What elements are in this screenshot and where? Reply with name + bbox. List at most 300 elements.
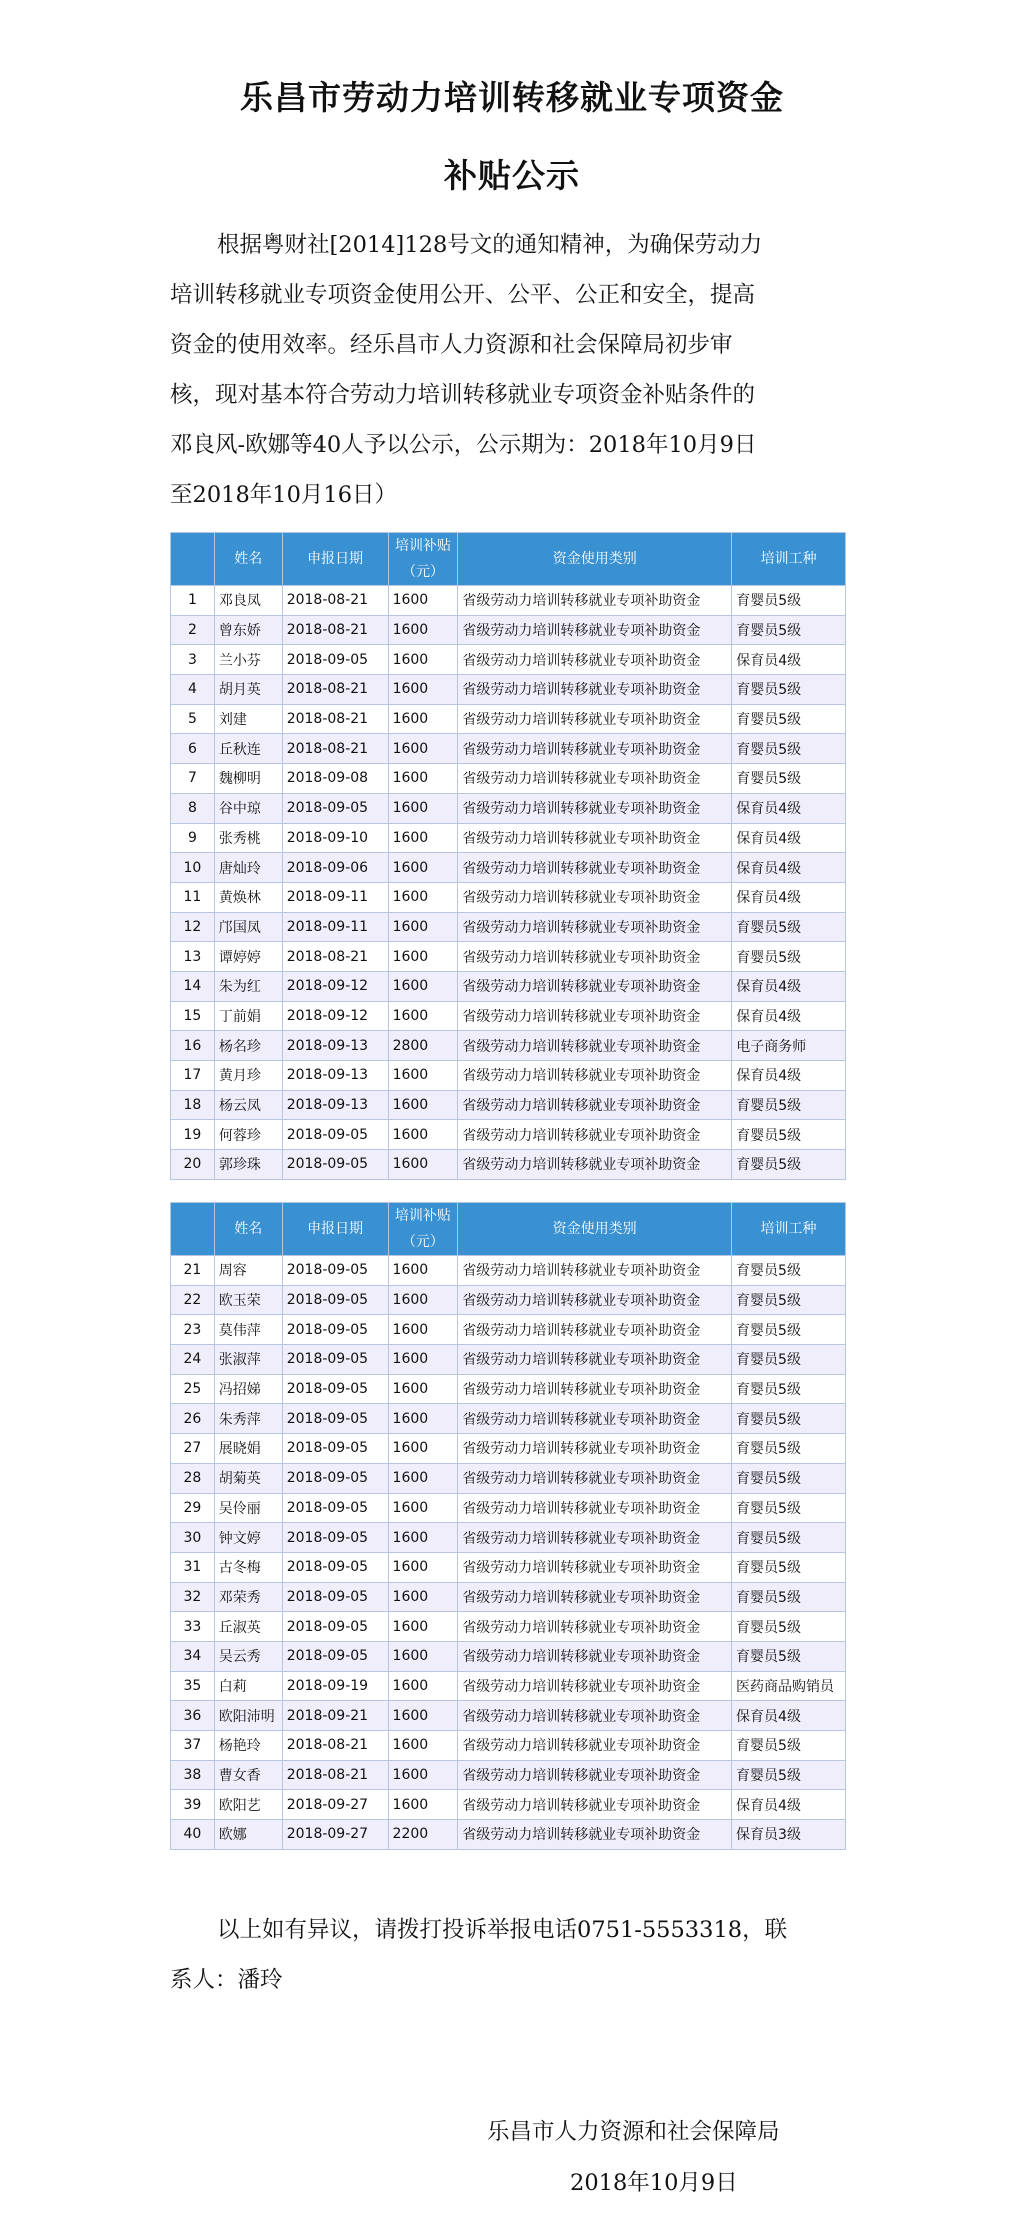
cell-job: 育婴员5级 [732, 1150, 846, 1180]
cell-date: 2018-09-05 [282, 793, 388, 823]
cell-no: 9 [171, 823, 215, 853]
cell-type: 省级劳动力培训转移就业专项补助资金 [458, 793, 732, 823]
table-row [171, 1790, 846, 1820]
cell-name: 张淑萍 [214, 1345, 282, 1375]
cell-job: 育婴员5级 [732, 1285, 846, 1315]
cell-job: 保育员4级 [732, 853, 846, 883]
cell-date: 2018-09-05 [282, 1434, 388, 1464]
table-row [171, 1001, 846, 1031]
cell-job: 保育员4级 [732, 971, 846, 1001]
cell-job: 育婴员5级 [732, 1315, 846, 1345]
table-row [171, 1404, 846, 1434]
table-row [171, 942, 846, 972]
cell-no: 24 [171, 1345, 215, 1375]
cell-name: 唐灿玲 [214, 853, 282, 883]
header-job: 培训工种 [732, 533, 846, 586]
cell-no: 17 [171, 1061, 215, 1091]
cell-no: 29 [171, 1493, 215, 1523]
cell-job: 保育员4级 [732, 1061, 846, 1091]
cell-amount: 1600 [388, 1731, 458, 1761]
cell-amount: 1600 [388, 942, 458, 972]
cell-name: 魏柳明 [214, 764, 282, 794]
cell-date: 2018-09-13 [282, 1090, 388, 1120]
intro-line: 培训转移就业专项资金使用公开、公平、公正和安全，提高 [170, 282, 756, 308]
cell-no: 11 [171, 882, 215, 912]
cell-date: 2018-09-13 [282, 1031, 388, 1061]
cell-no: 19 [171, 1120, 215, 1150]
cell-amount: 1600 [388, 882, 458, 912]
cell-date: 2018-09-05 [282, 1641, 388, 1671]
cell-date: 2018-09-05 [282, 1256, 388, 1286]
intro-line: 邓良风-欧娜等40人予以公示，公示期为：2018年10月9日 [170, 432, 757, 458]
header-name: 姓名 [214, 533, 282, 586]
cell-type: 省级劳动力培训转移就业专项补助资金 [458, 853, 732, 883]
cell-no: 22 [171, 1285, 215, 1315]
cell-no: 14 [171, 971, 215, 1001]
table-row [171, 793, 846, 823]
cell-no: 40 [171, 1820, 215, 1850]
cell-date: 2018-09-10 [282, 823, 388, 853]
cell-date: 2018-09-05 [282, 1582, 388, 1612]
header-amount [388, 533, 458, 586]
cell-job: 育婴员5级 [732, 1612, 846, 1642]
notice-title-line1: 乐昌市劳动力培训转移就业专项资金 [240, 78, 784, 117]
cell-type: 省级劳动力培训转移就业专项补助资金 [458, 1256, 732, 1286]
cell-date: 2018-08-21 [282, 675, 388, 705]
cell-amount: 1600 [388, 1256, 458, 1286]
cell-amount: 1600 [388, 615, 458, 645]
header-amount [388, 1203, 458, 1256]
cell-no: 18 [171, 1090, 215, 1120]
cell-job: 保育员3级 [732, 1820, 846, 1850]
table-row [171, 1582, 846, 1612]
cell-no: 7 [171, 764, 215, 794]
cell-type: 省级劳动力培训转移就业专项补助资金 [458, 823, 732, 853]
cell-amount: 1600 [388, 1760, 458, 1790]
cell-date: 2018-09-05 [282, 1404, 388, 1434]
cell-date: 2018-09-05 [282, 1150, 388, 1180]
cell-type: 省级劳动力培训转移就业专项补助资金 [458, 1820, 732, 1850]
cell-amount: 1600 [388, 1434, 458, 1464]
cell-date: 2018-09-13 [282, 1061, 388, 1091]
cell-name: 冯招娣 [214, 1374, 282, 1404]
cell-name: 钟文婷 [214, 1523, 282, 1553]
cell-type: 省级劳动力培训转移就业专项补助资金 [458, 1285, 732, 1315]
cell-date: 2018-09-27 [282, 1790, 388, 1820]
table-row [171, 1031, 846, 1061]
cell-type: 省级劳动力培训转移就业专项补助资金 [458, 734, 732, 764]
intro-line: 至2018年10月16日） [170, 482, 398, 508]
cell-job: 保育员4级 [732, 1001, 846, 1031]
cell-amount: 1600 [388, 1404, 458, 1434]
cell-date: 2018-09-11 [282, 882, 388, 912]
table-row [171, 1612, 846, 1642]
cell-date: 2018-08-21 [282, 704, 388, 734]
header-amount-line1: 培训补贴 [394, 538, 451, 554]
cell-job: 育婴员5级 [732, 942, 846, 972]
cell-job: 保育员4级 [732, 1790, 846, 1820]
table-row [171, 1285, 846, 1315]
header-amount-line2: （元） [401, 564, 444, 580]
subsidy-table-1 [170, 532, 846, 1180]
header-no [171, 533, 215, 586]
header-type: 资金使用类别 [458, 1203, 732, 1256]
cell-name: 杨云凤 [214, 1090, 282, 1120]
cell-amount: 1600 [388, 764, 458, 794]
header-amount-line1: 培训补贴 [394, 1208, 451, 1224]
cell-name: 吴云秀 [214, 1641, 282, 1671]
cell-type: 省级劳动力培训转移就业专项补助资金 [458, 1582, 732, 1612]
cell-name: 胡月英 [214, 675, 282, 705]
cell-type: 省级劳动力培训转移就业专项补助资金 [458, 1150, 732, 1180]
cell-date: 2018-08-21 [282, 615, 388, 645]
cell-name: 白莉 [214, 1671, 282, 1701]
cell-amount: 1600 [388, 971, 458, 1001]
cell-name: 展晓娟 [214, 1434, 282, 1464]
closing-line: 系人：潘玲 [170, 1967, 283, 1993]
table-row [171, 645, 846, 675]
cell-job: 育婴员5级 [732, 1256, 846, 1286]
cell-no: 2 [171, 615, 215, 645]
cell-no: 1 [171, 586, 215, 616]
cell-type: 省级劳动力培训转移就业专项补助资金 [458, 1001, 732, 1031]
cell-date: 2018-09-05 [282, 1493, 388, 1523]
table-row [171, 823, 846, 853]
cell-type: 省级劳动力培训转移就业专项补助资金 [458, 1641, 732, 1671]
table-row [171, 1256, 846, 1286]
cell-name: 欧玉荣 [214, 1285, 282, 1315]
cell-date: 2018-09-19 [282, 1671, 388, 1701]
cell-type: 省级劳动力培训转移就业专项补助资金 [458, 1090, 732, 1120]
cell-job: 育婴员5级 [732, 1434, 846, 1464]
cell-job: 育婴员5级 [732, 675, 846, 705]
table-row [171, 1820, 846, 1850]
cell-type: 省级劳动力培训转移就业专项补助资金 [458, 971, 732, 1001]
table-row [171, 1061, 846, 1091]
cell-name: 谷中琼 [214, 793, 282, 823]
cell-job: 育婴员5级 [732, 1374, 846, 1404]
cell-no: 5 [171, 704, 215, 734]
cell-type: 省级劳动力培训转移就业专项补助资金 [458, 1671, 732, 1701]
cell-no: 32 [171, 1582, 215, 1612]
cell-no: 13 [171, 942, 215, 972]
table-row [171, 882, 846, 912]
cell-date: 2018-09-12 [282, 971, 388, 1001]
table-row [171, 1731, 846, 1761]
cell-job: 保育员4级 [732, 645, 846, 675]
cell-name: 杨艳玲 [214, 1731, 282, 1761]
header-date: 申报日期 [282, 533, 388, 586]
cell-name: 莫伟萍 [214, 1315, 282, 1345]
cell-type: 省级劳动力培训转移就业专项补助资金 [458, 1493, 732, 1523]
cell-type: 省级劳动力培训转移就业专项补助资金 [458, 1061, 732, 1091]
cell-job: 医药商品购销员 [732, 1671, 846, 1701]
table-row [171, 675, 846, 705]
cell-job: 育婴员5级 [732, 1345, 846, 1375]
cell-date: 2018-08-21 [282, 1760, 388, 1790]
cell-amount: 1600 [388, 1090, 458, 1120]
table-row [171, 1760, 846, 1790]
cell-amount: 1600 [388, 1790, 458, 1820]
cell-date: 2018-09-05 [282, 1285, 388, 1315]
cell-amount: 1600 [388, 1315, 458, 1345]
cell-job: 育婴员5级 [732, 1463, 846, 1493]
cell-job: 电子商务师 [732, 1031, 846, 1061]
cell-type: 省级劳动力培训转移就业专项补助资金 [458, 1434, 732, 1464]
cell-amount: 1600 [388, 1582, 458, 1612]
cell-amount: 1600 [388, 1061, 458, 1091]
cell-name: 丘淑英 [214, 1612, 282, 1642]
cell-amount: 1600 [388, 1612, 458, 1642]
signature-date: 2018年10月9日 [570, 2170, 738, 2196]
cell-date: 2018-09-05 [282, 1315, 388, 1345]
cell-job: 育婴员5级 [732, 1760, 846, 1790]
table-row [171, 1493, 846, 1523]
cell-job: 育婴员5级 [732, 1731, 846, 1761]
cell-name: 朱秀萍 [214, 1404, 282, 1434]
cell-job: 育婴员5级 [732, 734, 846, 764]
cell-type: 省级劳动力培训转移就业专项补助资金 [458, 645, 732, 675]
table-row [171, 586, 846, 616]
cell-amount: 1600 [388, 793, 458, 823]
cell-amount: 1600 [388, 586, 458, 616]
header-name: 姓名 [214, 1203, 282, 1256]
cell-date: 2018-09-05 [282, 1345, 388, 1375]
cell-job: 育婴员5级 [732, 1641, 846, 1671]
cell-amount: 1600 [388, 823, 458, 853]
intro-line: 核，现对基本符合劳动力培训转移就业专项资金补贴条件的 [170, 382, 756, 408]
cell-job: 育婴员5级 [732, 764, 846, 794]
cell-date: 2018-09-05 [282, 1463, 388, 1493]
cell-job: 育婴员5级 [732, 912, 846, 942]
cell-amount: 1600 [388, 1345, 458, 1375]
table-row [171, 1671, 846, 1701]
intro-line: 资金的使用效率。经乐昌市人力资源和社会保障局初步审 [170, 332, 733, 358]
cell-job: 保育员4级 [732, 823, 846, 853]
cell-amount: 1600 [388, 704, 458, 734]
cell-name: 欧阳沛明 [214, 1701, 282, 1731]
signature-org: 乐昌市人力资源和社会保障局 [487, 2119, 780, 2145]
cell-no: 3 [171, 645, 215, 675]
cell-name: 吴伶丽 [214, 1493, 282, 1523]
intro-paragraph [170, 220, 870, 520]
cell-name: 邓良凤 [214, 586, 282, 616]
cell-date: 2018-08-21 [282, 1731, 388, 1761]
cell-no: 35 [171, 1671, 215, 1701]
header-type: 资金使用类别 [458, 533, 732, 586]
table-row [171, 615, 846, 645]
cell-amount: 1600 [388, 1641, 458, 1671]
cell-job: 育婴员5级 [732, 1493, 846, 1523]
cell-name: 曹女香 [214, 1760, 282, 1790]
table-row [171, 1150, 846, 1180]
cell-name: 黄月珍 [214, 1061, 282, 1091]
cell-amount: 1600 [388, 1523, 458, 1553]
header-no [171, 1203, 215, 1256]
cell-name: 张秀桃 [214, 823, 282, 853]
cell-date: 2018-09-05 [282, 1120, 388, 1150]
cell-name: 古冬梅 [214, 1552, 282, 1582]
cell-amount: 1600 [388, 1701, 458, 1731]
cell-date: 2018-09-12 [282, 1001, 388, 1031]
cell-no: 26 [171, 1404, 215, 1434]
cell-no: 38 [171, 1760, 215, 1790]
cell-date: 2018-09-05 [282, 1612, 388, 1642]
cell-amount: 1600 [388, 675, 458, 705]
table-row [171, 1315, 846, 1345]
table-row [171, 764, 846, 794]
subsidy-table-2 [170, 1202, 846, 1850]
intro-line: 根据粤财社[2014]128号文的通知精神，为确保劳动力 [217, 232, 763, 258]
cell-date: 2018-09-21 [282, 1701, 388, 1731]
cell-amount: 1600 [388, 1463, 458, 1493]
cell-job: 保育员4级 [732, 793, 846, 823]
cell-name: 胡菊英 [214, 1463, 282, 1493]
cell-amount: 1600 [388, 1001, 458, 1031]
cell-type: 省级劳动力培训转移就业专项补助资金 [458, 1404, 732, 1434]
cell-no: 15 [171, 1001, 215, 1031]
cell-no: 12 [171, 912, 215, 942]
cell-type: 省级劳动力培训转移就业专项补助资金 [458, 1523, 732, 1553]
cell-no: 21 [171, 1256, 215, 1286]
cell-name: 邝国凤 [214, 912, 282, 942]
cell-date: 2018-09-08 [282, 764, 388, 794]
cell-name: 曾东娇 [214, 615, 282, 645]
cell-amount: 1600 [388, 1671, 458, 1701]
closing-line: 以上如有异议，请拨打投诉举报电话0751-5553318，联 [217, 1917, 788, 1943]
cell-no: 31 [171, 1552, 215, 1582]
cell-date: 2018-09-11 [282, 912, 388, 942]
header-date: 申报日期 [282, 1203, 388, 1256]
table-row [171, 971, 846, 1001]
cell-amount: 1600 [388, 853, 458, 883]
cell-name: 邓荣秀 [214, 1582, 282, 1612]
cell-name: 郭珍珠 [214, 1150, 282, 1180]
cell-no: 23 [171, 1315, 215, 1345]
cell-date: 2018-08-21 [282, 942, 388, 972]
cell-date: 2018-08-21 [282, 586, 388, 616]
notice-title-line2: 补贴公示 [444, 156, 580, 195]
cell-job: 育婴员5级 [732, 1523, 846, 1553]
cell-type: 省级劳动力培训转移就业专项补助资金 [458, 1612, 732, 1642]
cell-type: 省级劳动力培训转移就业专项补助资金 [458, 1760, 732, 1790]
cell-name: 欧阳艺 [214, 1790, 282, 1820]
cell-no: 37 [171, 1731, 215, 1761]
table-row [171, 1374, 846, 1404]
cell-no: 39 [171, 1790, 215, 1820]
cell-type: 省级劳动力培训转移就业专项补助资金 [458, 1790, 732, 1820]
cell-type: 省级劳动力培训转移就业专项补助资金 [458, 1731, 732, 1761]
table-row [171, 1641, 846, 1671]
cell-type: 省级劳动力培训转移就业专项补助资金 [458, 882, 732, 912]
cell-type: 省级劳动力培训转移就业专项补助资金 [458, 704, 732, 734]
cell-job: 育婴员5级 [732, 1582, 846, 1612]
cell-amount: 1600 [388, 1120, 458, 1150]
table-header-row [171, 533, 846, 586]
cell-amount: 2800 [388, 1031, 458, 1061]
cell-job: 育婴员5级 [732, 1552, 846, 1582]
cell-no: 6 [171, 734, 215, 764]
cell-amount: 1600 [388, 1552, 458, 1582]
cell-no: 10 [171, 853, 215, 883]
cell-date: 2018-09-06 [282, 853, 388, 883]
cell-type: 省级劳动力培训转移就业专项补助资金 [458, 615, 732, 645]
cell-amount: 1600 [388, 1150, 458, 1180]
cell-type: 省级劳动力培训转移就业专项补助资金 [458, 1345, 732, 1375]
cell-job: 育婴员5级 [732, 704, 846, 734]
table-row [171, 853, 846, 883]
cell-job: 育婴员5级 [732, 1090, 846, 1120]
cell-name: 兰小芬 [214, 645, 282, 675]
cell-name: 黄焕林 [214, 882, 282, 912]
cell-name: 何蓉珍 [214, 1120, 282, 1150]
cell-no: 34 [171, 1641, 215, 1671]
cell-no: 20 [171, 1150, 215, 1180]
cell-no: 33 [171, 1612, 215, 1642]
cell-type: 省级劳动力培训转移就业专项补助资金 [458, 1120, 732, 1150]
cell-type: 省级劳动力培训转移就业专项补助资金 [458, 912, 732, 942]
cell-job: 育婴员5级 [732, 586, 846, 616]
cell-amount: 1600 [388, 734, 458, 764]
table-row [171, 704, 846, 734]
cell-no: 25 [171, 1374, 215, 1404]
table-row [171, 1090, 846, 1120]
header-job: 培训工种 [732, 1203, 846, 1256]
cell-name: 谭婷婷 [214, 942, 282, 972]
cell-name: 周容 [214, 1256, 282, 1286]
cell-amount: 1600 [388, 1493, 458, 1523]
cell-amount: 2200 [388, 1820, 458, 1850]
table-row [171, 1701, 846, 1731]
cell-type: 省级劳动力培训转移就业专项补助资金 [458, 1463, 732, 1493]
table-row [171, 1345, 846, 1375]
table-row [171, 734, 846, 764]
cell-amount: 1600 [388, 1285, 458, 1315]
table-row [171, 1120, 846, 1150]
table-row [171, 912, 846, 942]
table-row [171, 1463, 846, 1493]
table-header-row [171, 1203, 846, 1256]
table-row [171, 1552, 846, 1582]
cell-date: 2018-09-05 [282, 1552, 388, 1582]
cell-job: 保育员4级 [732, 1701, 846, 1731]
cell-job: 育婴员5级 [732, 1404, 846, 1434]
cell-no: 30 [171, 1523, 215, 1553]
cell-type: 省级劳动力培训转移就业专项补助资金 [458, 764, 732, 794]
cell-date: 2018-09-05 [282, 645, 388, 675]
cell-name: 杨名珍 [214, 1031, 282, 1061]
cell-name: 欧娜 [214, 1820, 282, 1850]
cell-date: 2018-09-05 [282, 1374, 388, 1404]
cell-job: 育婴员5级 [732, 615, 846, 645]
cell-name: 丁前娟 [214, 1001, 282, 1031]
cell-type: 省级劳动力培训转移就业专项补助资金 [458, 675, 732, 705]
header-amount-line2: （元） [401, 1234, 444, 1250]
cell-job: 保育员4级 [732, 882, 846, 912]
cell-name: 刘建 [214, 704, 282, 734]
cell-date: 2018-09-05 [282, 1523, 388, 1553]
cell-type: 省级劳动力培训转移就业专项补助资金 [458, 586, 732, 616]
table-row [171, 1523, 846, 1553]
cell-amount: 1600 [388, 912, 458, 942]
cell-type: 省级劳动力培训转移就业专项补助资金 [458, 1315, 732, 1345]
cell-name: 丘秋连 [214, 734, 282, 764]
cell-type: 省级劳动力培训转移就业专项补助资金 [458, 1374, 732, 1404]
cell-date: 2018-09-27 [282, 1820, 388, 1850]
cell-no: 4 [171, 675, 215, 705]
cell-amount: 1600 [388, 1374, 458, 1404]
cell-amount: 1600 [388, 645, 458, 675]
